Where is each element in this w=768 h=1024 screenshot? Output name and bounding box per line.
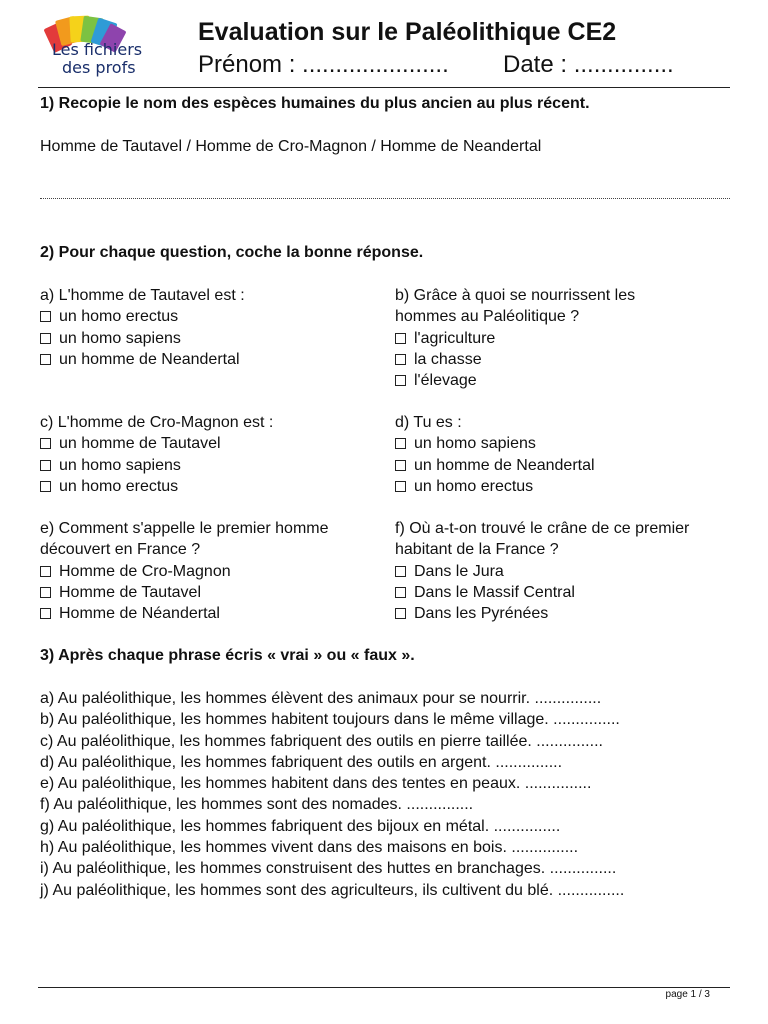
option-2b-1[interactable]	[395, 328, 635, 349]
species-list-text: Homme de Tautavel / Homme de Cro-Magnon / Homme de Neandertal	[40, 138, 542, 155]
question-2e-prompt-2: découvert en France ?	[40, 541, 201, 559]
true-false-item: j) Au paléolithique, les hommes sont des agriculteurs, ils cultivent du blé. ...............	[40, 881, 625, 899]
true-false-item: h) Au paléolithique, les hommes vivent dans des maisons en bois. ...............	[40, 839, 579, 857]
option-2f-3[interactable]	[395, 603, 689, 624]
option-label: un homo erectus	[414, 477, 534, 495]
option-2d-2[interactable]	[395, 455, 595, 476]
answer-dotted-line	[40, 198, 730, 199]
option-2a-3[interactable]	[40, 349, 245, 370]
true-false-item: e) Au paléolithique, les hommes habitent dans des tentes en peaux. ...............	[40, 775, 592, 793]
option-2d-1[interactable]	[395, 433, 595, 454]
true-false-list	[40, 688, 624, 901]
option-2c-2[interactable]	[40, 455, 273, 476]
question-2: 2) Pour chaque question, coche la bonne réponse.	[40, 244, 424, 261]
checkbox[interactable]	[40, 460, 51, 471]
checkbox[interactable]	[40, 438, 51, 449]
page-number: page 1 / 3	[665, 989, 710, 1000]
checkbox[interactable]	[40, 608, 51, 619]
checkbox[interactable]	[40, 333, 51, 344]
true-false-item: i) Au paléolithique, les hommes construisent des huttes en branchages. ...............	[40, 860, 617, 878]
question-2c-prompt: c) L'homme de Cro-Magnon est :	[40, 414, 274, 431]
header-divider	[38, 87, 730, 88]
checkbox[interactable]	[395, 333, 406, 344]
question-2b-prompt-1: b) Grâce à quoi se nourrissent les	[395, 287, 636, 304]
page-title: Evaluation sur le Paléolithique CE2	[198, 18, 617, 46]
option-label: Homme de Tautavel	[59, 583, 201, 601]
option-label: un homme de Tautavel	[59, 435, 221, 453]
checkbox[interactable]	[395, 354, 406, 365]
option-label: un homo sapiens	[414, 435, 536, 453]
question-2b-prompt-2: hommes au Paléolitique ?	[395, 308, 580, 326]
option-label: Dans les Pyrénées	[414, 605, 549, 623]
checkbox[interactable]	[395, 608, 406, 619]
checkbox[interactable]	[395, 481, 406, 492]
option-2e-3[interactable]	[40, 603, 329, 624]
option-2a-2[interactable]	[40, 328, 245, 349]
true-false-item: g) Au paléolithique, les hommes fabriquent des bijoux en métal. ...............	[40, 817, 561, 835]
option-2f-2[interactable]	[395, 582, 689, 603]
checkbox[interactable]	[40, 566, 51, 577]
question-2a-prompt: a) L'homme de Tautavel est :	[40, 287, 245, 304]
question-2e	[40, 518, 329, 624]
option-label: Dans le Jura	[414, 562, 504, 580]
option-2b-2[interactable]	[395, 349, 635, 370]
option-2f-1[interactable]	[395, 561, 689, 582]
checkbox[interactable]	[40, 311, 51, 322]
logo-line-2: des profs	[62, 58, 136, 77]
option-label: la chasse	[414, 350, 482, 368]
question-2f	[395, 518, 689, 624]
question-2d	[395, 412, 595, 497]
question-2f-prompt-1: f) Où a-t-on trouvé le crâne de ce premier	[395, 520, 690, 537]
question-2c	[40, 412, 273, 497]
question-3: 3) Après chaque phrase écris « vrai » ou « faux ».	[40, 647, 415, 664]
name-date-line	[198, 51, 674, 79]
option-label: Dans le Massif Central	[414, 583, 575, 601]
true-false-item: f) Au paléolithique, les hommes sont des nomades. ...............	[40, 796, 474, 814]
question-2a	[40, 285, 245, 370]
option-label: un homo erectus	[59, 477, 179, 495]
question-1: 1) Recopie le nom des espèces humaines du plus ancien au plus récent.	[40, 95, 590, 112]
option-label: l'élevage	[414, 372, 477, 390]
checkbox[interactable]	[395, 587, 406, 598]
logo-text	[52, 41, 182, 77]
option-label: un homo erectus	[59, 308, 179, 326]
option-2c-1[interactable]	[40, 433, 273, 454]
true-false-item: a) Au paléolithique, les hommes élèvent des animaux pour se nourrir. ...............	[40, 690, 602, 707]
option-label: Homme de Cro-Magnon	[59, 562, 231, 580]
question-2e-prompt-1: e) Comment s'appelle le premier homme	[40, 520, 329, 537]
checkbox[interactable]	[40, 587, 51, 598]
question-2d-prompt: d) Tu es :	[395, 414, 462, 431]
footer-divider	[38, 987, 730, 988]
checkbox[interactable]	[395, 566, 406, 577]
true-false-item: c) Au paléolithique, les hommes fabriquent des outils en pierre taillée. ...............	[40, 732, 603, 750]
option-label: un homme de Neandertal	[414, 456, 595, 474]
question-2f-prompt-2: habitant de la France ?	[395, 541, 559, 559]
option-label: l'agriculture	[414, 329, 496, 347]
option-2e-1[interactable]	[40, 561, 329, 582]
checkbox[interactable]	[40, 481, 51, 492]
checkbox[interactable]	[395, 375, 406, 386]
prenom-field: Prénom : ......................	[198, 51, 449, 78]
checkbox[interactable]	[395, 460, 406, 471]
question-2b	[395, 285, 635, 391]
option-2e-2[interactable]	[40, 582, 329, 603]
checkbox[interactable]	[395, 438, 406, 449]
option-2c-3[interactable]	[40, 476, 273, 497]
true-false-item: d) Au paléolithique, les hommes fabriquent des outils en argent. ...............	[40, 753, 563, 771]
option-2b-3[interactable]	[395, 370, 635, 391]
option-2a-1[interactable]	[40, 306, 245, 327]
option-2d-3[interactable]	[395, 476, 595, 497]
option-label: un homo sapiens	[59, 329, 181, 347]
option-label: un homo sapiens	[59, 456, 181, 474]
option-label: un homme de Neandertal	[59, 350, 240, 368]
option-label: Homme de Néandertal	[59, 605, 220, 623]
checkbox[interactable]	[40, 354, 51, 365]
true-false-item: b) Au paléolithique, les hommes habitent toujours dans le même village. ...............	[40, 711, 620, 729]
logo-line-1: Les fichiers	[52, 40, 143, 59]
date-field: Date : ...............	[503, 51, 674, 78]
